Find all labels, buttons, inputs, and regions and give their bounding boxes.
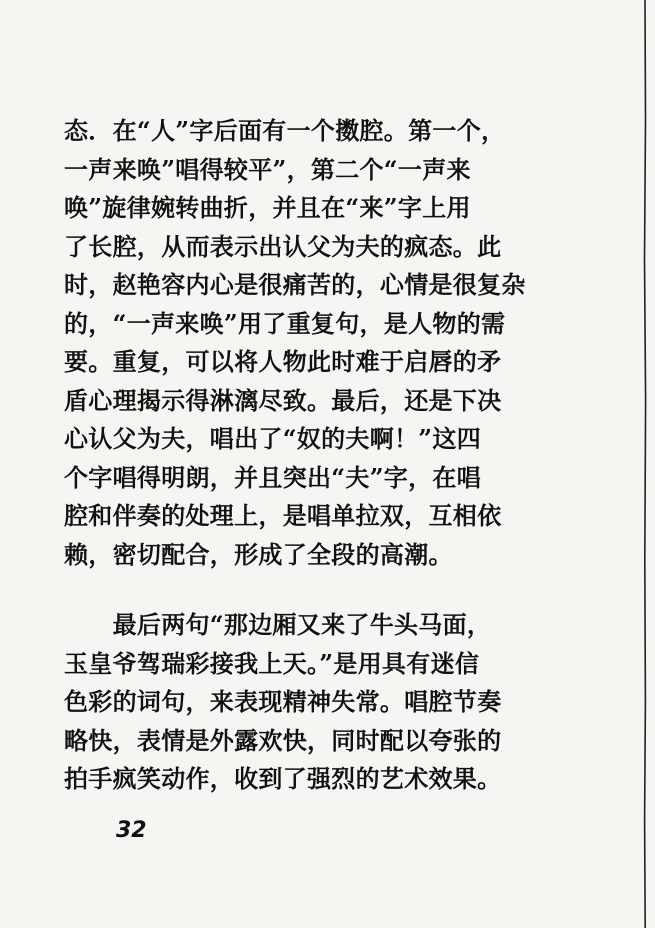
text-line: 心认父为夫，唱出了“奴的夫啊！”这四: [64, 424, 482, 453]
paragraph-2: [64, 606, 564, 799]
text-line: 最后两句“那边厢又来了牛头马面，: [64, 610, 492, 639]
scanned-page-edge: [643, 0, 647, 928]
text-line: 玉皇爷驾瑞彩接我上天。”是用具有迷信: [64, 648, 480, 678]
text-line: 一声来唤”唱得较平”，第二个“一声来: [64, 154, 471, 184]
text-line: 拍手疯笑动作，收到了强烈的艺术效果。: [64, 764, 502, 793]
paragraph-1: [64, 112, 564, 574]
text-line: 的，“一声来唤”用了重复句，是人物的需: [64, 308, 506, 338]
text-line: 要。重复，可以将人物此时难于启唇的矛: [64, 347, 502, 376]
text-line: 略快，表情是外露欢快，同时配以夸张的: [64, 725, 502, 755]
text-line: 态．在“人”字后面有一个擞腔。第一个，: [64, 116, 506, 145]
text-line: 个字唱得明朗，并且突出“夫”字，在唱: [64, 462, 482, 492]
text-line: 时，赵艳容内心是很痛苦的，心情是很复杂: [64, 270, 526, 299]
text-line: 赖，密切配合，形成了全段的高潮。: [64, 539, 453, 569]
text-line: 了长腔，从而表示出认父为夫的疯态。此: [64, 231, 502, 261]
text-line: 腔和伴奏的处理上，是唱单拉双，互相依: [64, 501, 502, 530]
text-line: 盾心理揭示得淋漓尽致。最后，还是下决: [64, 385, 502, 415]
page-number: 32: [116, 818, 147, 843]
text-line: 唤”旋律婉转曲折，并且在“来”字上用: [64, 193, 471, 222]
text-line: 色彩的词句，来表现精神失常。唱腔节奏: [64, 687, 502, 716]
